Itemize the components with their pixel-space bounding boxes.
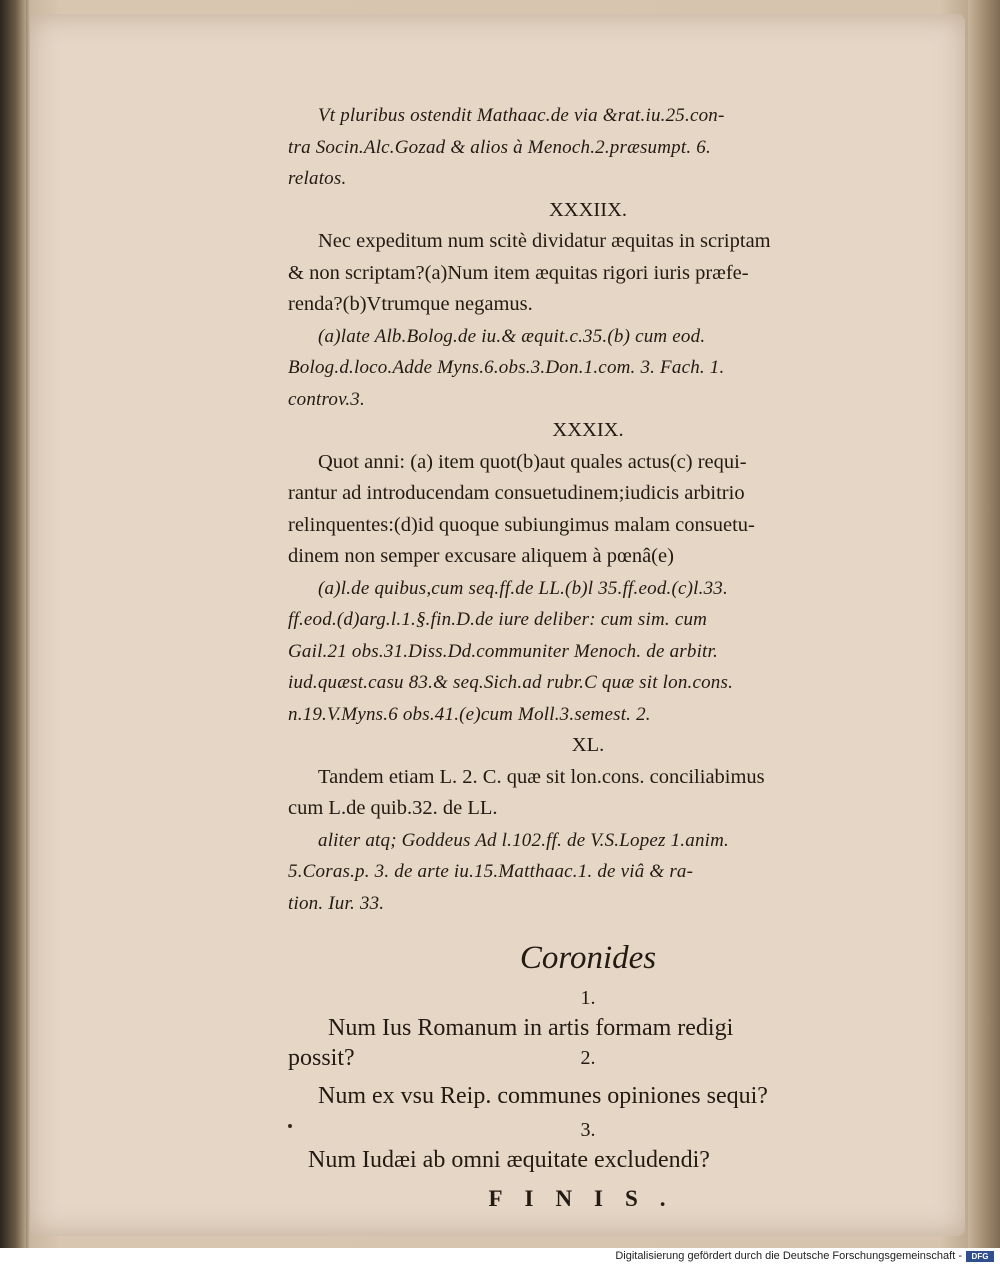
book-page <box>30 14 965 1236</box>
text-line: Bolog.d.loco.Adde Myns.6.obs.3.Don.1.com. 3. Fach. 1. <box>288 357 725 378</box>
text-line: controv.3. <box>288 388 365 410</box>
ink-speck <box>288 1124 292 1128</box>
text-line: dinem non semper excusare aliquem à pœnâ(e) <box>288 545 674 567</box>
page-text-block <box>288 100 888 1215</box>
body-lines <box>288 100 888 919</box>
coronis-number-2: 2. <box>580 1047 596 1069</box>
digitization-footer <box>0 1248 1000 1265</box>
dfg-logo: DFG <box>966 1251 994 1262</box>
text-line: 5.Coras.p. 3. de arte iu.15.Matthaac.1. de viâ & ra- <box>288 861 694 882</box>
text-line: Nec expeditum num scitè dividatur æquitas in scriptam <box>318 230 771 252</box>
text-line: Vt pluribus ostendit Mathaac.de via &rat.iu.25.con- <box>318 105 725 126</box>
coronis-number-3: 3. <box>580 1119 596 1141</box>
text-line: n.19.V.Myns.6 obs.41.(e)cum Moll.3.semest. 2. <box>288 703 651 725</box>
finis-colophon: FINIS. <box>488 1186 688 1211</box>
text-line: relinquentes:(d)id quoque subiungimus malam consuetu- <box>288 513 755 536</box>
text-line: Quot anni: (a) item quot(b)aut quales actus(c) requi- <box>318 450 747 473</box>
text-line: ff.eod.(d)arg.l.1.§.fin.D.de iure deliber: cum sim. cum <box>288 609 708 630</box>
coronides-heading: Coronides <box>519 940 657 976</box>
text-line: renda?(b)Vtrumque negamus. <box>288 293 533 315</box>
coronides-list <box>288 987 888 1179</box>
right-page-edge <box>968 0 1000 1248</box>
text-line: relatos. <box>288 168 347 189</box>
text-line: & non scriptam?(a)Num item æquitas rigori iuris præfe- <box>288 261 749 284</box>
footer-credit-text: Digitalisierung gefördert durch die Deutsche Forschungsgemeinschaft - <box>615 1250 962 1262</box>
coronis-question-2: Num ex vsu Reip. communes opiniones sequi? <box>318 1083 768 1109</box>
coronis-question-1: Num Ius Romanum in artis formam redigi <box>328 1015 734 1041</box>
section-heading: XXXIIX. <box>549 198 627 221</box>
text-line: tra Socin.Alc.Gozad & alios à Menoch.2.præsumpt. 6. <box>288 136 711 158</box>
section-heading: XL. <box>571 734 605 756</box>
coronis-question-3: Num Iudæi ab omni æquitate excludendi? <box>308 1147 710 1173</box>
coronis-question-1-cont: possit? <box>288 1045 355 1071</box>
section-heading: XXXIX. <box>552 419 624 441</box>
text-line: Tandem etiam L. 2. C. quæ sit lon.cons. conciliabimus <box>318 765 765 788</box>
text-line: (a)l.de quibus,cum seq.ff.de LL.(b)l 35.ff.eod.(c)l.33. <box>318 577 728 599</box>
text-line: cum L.de quib.32. de LL. <box>288 797 498 819</box>
text-line: aliter atq; Goddeus Ad l.102.ff. de V.S.Lopez 1.anim. <box>318 829 730 851</box>
left-binding-edge <box>0 0 26 1248</box>
coronis-number-1: 1. <box>580 987 596 1009</box>
text-line: (a)late Alb.Bolog.de iu.& æquit.c.35.(b) cum eod. <box>318 325 706 347</box>
text-line: iud.quæst.casu 83.& seq.Sich.ad rubr.C quæ sit lon.cons. <box>288 672 734 693</box>
text-line: tion. Iur. 33. <box>288 892 385 914</box>
text-line: rantur ad introducendam consuetudinem;iudicis arbitrio <box>288 482 745 504</box>
text-line: Gail.21 obs.31.Diss.Dd.communiter Menoch. de arbitr. <box>288 640 718 662</box>
